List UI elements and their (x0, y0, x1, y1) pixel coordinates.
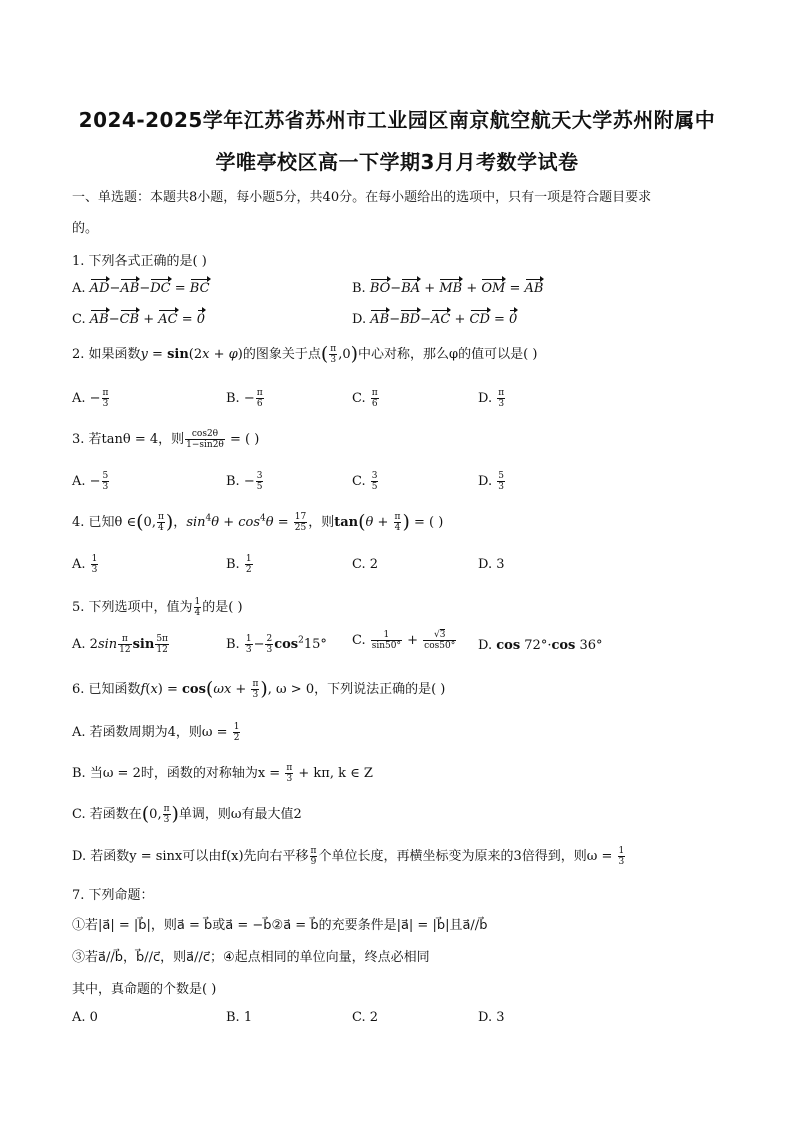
q3-stem: 3. 若tanθ = 4，则 $\frac{\cos 2\theta}{1-\sin 2\theta}$ = ( ) (72, 429, 260, 450)
exam-title-line1: 2024-2025学年江苏省苏州市工业园区南京航空航天大学苏州附属中 (78, 108, 716, 132)
exam-title-line2: 学唯亭校区高一下学期3月月考数学试卷 (215, 150, 579, 174)
q5-option-c: C. $\frac{1}{\sin 50^\circ}$ + $\frac{√3}{\cos 50^\circ}$ (352, 630, 456, 651)
q6-option-d: D. 若函数y = sinx可以由f(x)先向右平移 $\frac{\pi}{9}$ 个单位长度，再横坐标变为原来的3倍得到，则ω = $\frac{1}{3}$ (72, 846, 625, 867)
q1-option-c: C. AB−CB + AC = 0 (72, 312, 206, 327)
q2-option-b: B. − $\frac{\pi}{6}$ (226, 388, 263, 409)
section-header-line1: 一、单选题：本题共8小题，每小题5分，共40分。在每小题给出的选项中，只有一项是符合题目要求 (72, 190, 652, 205)
section-header-line2: 的。 (72, 221, 99, 236)
q1-option-a: A. AD−AB−DC = BC (72, 281, 210, 296)
q7-question: 其中，真命题的个数是( ) (72, 982, 217, 997)
q6-stem: 6. 已知函数f(x) = cos(ωx + $\frac{\pi}{3}$ ), ω > 0，下列说法正确的是( ) (72, 678, 446, 700)
q3-option-d: D. $\frac{5}{3}$ (478, 471, 504, 492)
q2-stem: 2. 如果函数y = sin(2x + φ)的图象关于点( $\frac{\pi}{3}$ ,0)中心对称，那么φ的值可以是( ) (72, 343, 538, 365)
q2-option-a: A. − $\frac{\pi}{3}$ (72, 388, 109, 409)
q4-option-d: D. 3 (478, 557, 505, 572)
q5-option-a: A. 2sin $\frac{\pi}{12}$ sin $\frac{5\pi}{12}$ (72, 634, 168, 655)
q1-stem: 1. 下列各式正确的是( ) (72, 254, 207, 269)
q4-stem: 4. 已知θ ∈(0, $\frac{\pi}{4}$ )，$\sin^4\theta + \cos^4\theta$ = $\frac{17}{25}$ ，则tan(θ + $\frac{\pi}{4}$ ) = ( ) (72, 511, 444, 533)
q3-option-a: A. − $\frac{5}{3}$ (72, 471, 109, 492)
q4-option-a: A. $\frac{1}{3}$ (72, 554, 98, 575)
q4-option-b: B. $\frac{1}{2}$ (226, 554, 252, 575)
q6-option-b: B. 当ω = 2时，函数的对称轴为x = $\frac{\pi}{3}$ + kπ, k ∈ Z (72, 763, 373, 784)
q4-option-c: C. 2 (352, 557, 379, 572)
q6-option-a: A. 若函数周期为4，则ω = $\frac{1}{2}$ (72, 722, 240, 743)
q7-option-a: A. 0 (72, 1010, 98, 1025)
q7-stem: 7. 下列命题： (72, 888, 154, 903)
q3-option-c: C. $\frac{3}{5}$ (352, 471, 378, 492)
q5-stem: 5. 下列选项中，值为 $\frac{1}{4}$ 的是( ) (72, 597, 243, 618)
q7-proposition-1-2: ①若|a⃗| = |b⃗|，则a⃗ = b⃗或a⃗ = −b⃗②a⃗ = b⃗的充要条件是|a⃗| = |b⃗|且a⃗//b⃗ (72, 918, 488, 933)
q6-option-c: C. 若函数在(0, $\frac{\pi}{3}$ )单调，则ω有最大值2 (72, 803, 302, 825)
q5-option-b: B. $\frac{1}{3}$ − $\frac{2}{3}$ $\cos^215^\circ$ (226, 634, 327, 655)
q5-option-d: D. cos 72°·cos 36° (478, 638, 603, 653)
q1-option-b: B. BO−BA + MB + OM = AB (352, 281, 544, 296)
q1-option-d: D. AB−BD−AC + CD = 0 (352, 312, 518, 327)
q2-option-d: D. $\frac{\pi}{3}$ (478, 388, 505, 409)
q3-option-b: B. − $\frac{3}{5}$ (226, 471, 263, 492)
q7-option-d: D. 3 (478, 1010, 505, 1025)
q7-option-b: B. 1 (226, 1010, 253, 1025)
q7-option-c: C. 2 (352, 1010, 379, 1025)
q2-option-c: C. $\frac{\pi}{6}$ (352, 388, 378, 409)
q7-proposition-3-4: ③若a⃗//b⃗，b⃗//c⃗，则a⃗//c⃗；④起点相同的单位向量，终点必相同 (72, 950, 430, 965)
